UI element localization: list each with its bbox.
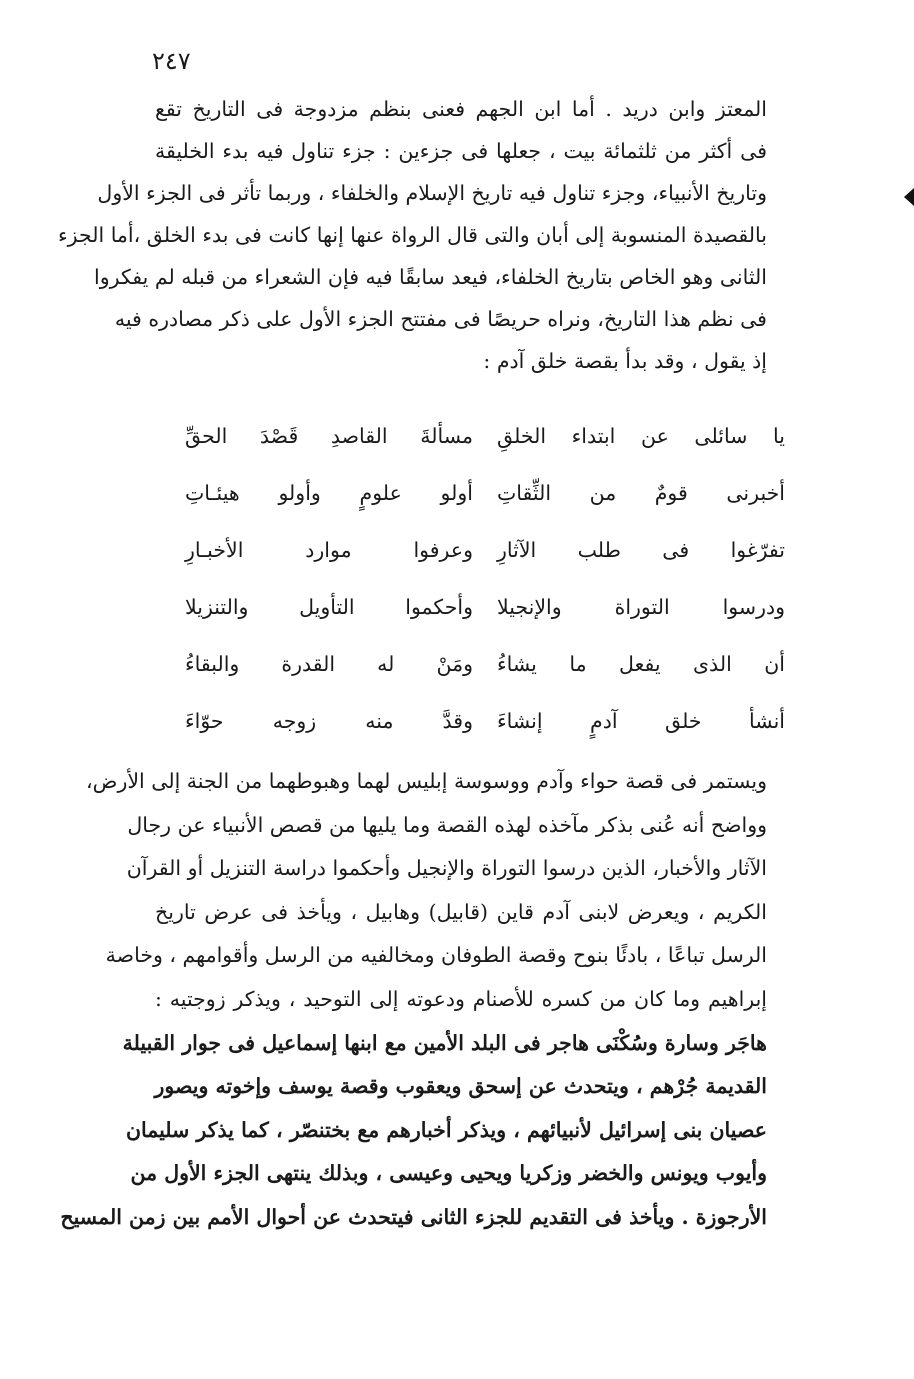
verse-first-hemistich: ودرسوا التوراة والإنجيلا [497, 595, 785, 619]
paragraph-intro [58, 88, 767, 382]
text-line: إذ يقول ، وقد بدأ بقصة خلق آدم : [483, 349, 767, 373]
verse-first-hemistich: أنشأ خلق آدمٍ إنشاءَ [497, 709, 785, 733]
verse [185, 465, 785, 522]
verse [185, 408, 785, 465]
text-line: الآثار والأخبار، الذين درسوا التوراة والإنجيل وأحكموا دراسة التنزيل أو القرآن [126, 856, 767, 881]
verse-second-hemistich: أولو علومٍ وأولو هيئـاتِ [185, 481, 473, 505]
text-line: إبراهيم وما كان من كسره للأصنام ودعوته إلى التوحيد ، ويذكر زوجتيه : [155, 986, 767, 1011]
verse [185, 522, 785, 579]
verse [185, 636, 785, 693]
paragraph-summary [60, 760, 767, 1240]
text-line: الرسل تباعًا ، بادئًا بنوح وقصة الطوفان ومخالفيه من الرسل وأقوامهم ، وخاصة [105, 943, 767, 968]
text-line: بالقصيدة المنسوبة إلى أبان والتى قال الرواة عنها إنها كانت فى بدء الخلق ،أما الجزء [58, 223, 767, 247]
text-line: وواضح أنه عُنى بذكر مآخذه لهذه القصة وما يليها من قصص الأنبياء عن رجال [127, 812, 767, 837]
text-line: هاجَر وسارة وسُكْنَى هاجر فى البلد الأمين مع ابنها إسماعيل فى جوار القبيلة [122, 1030, 767, 1055]
text-line: الثانى وهو الخاص بتاريخ الخلفاء، فيعد سابقًا فيه فإن الشعراء من قبله لم يفكروا [94, 265, 767, 289]
verse [185, 579, 785, 636]
text-line: الكريم ، ويعرض لابنى آدم قاين (قابيل) وهابيل ، ويأخذ فى عرض تاريخ [155, 899, 767, 924]
verse-second-hemistich: مسألةَ القاصدِ قَصْدَ الحقِّ [185, 424, 473, 448]
verse [185, 693, 785, 750]
text-line: ويستمر فى قصة حواء وآدم ووسوسة إبليس لهما وهبوطهما من الجنة إلى الأرض، [86, 769, 767, 793]
text-line: وأيوب ويونس والخضر وزكريا ويحيى وعيسى ، وبذلك ينتهى الجزء الأول من [130, 1161, 767, 1186]
verse-first-hemistich: تفرّغوا فى طلب الآثارِ [497, 538, 785, 562]
text-line: الأرجوزة . ويأخذ فى التقديم للجزء الثانى فيتحدث عن أحوال الأمم بين زمن المسيح [60, 1204, 767, 1229]
page-edge-marker [904, 188, 914, 206]
text-line: القديمة جُرْهم ، ويتحدث عن إسحق ويعقوب وقصة يوسف وإخوته ويصور [154, 1074, 767, 1099]
verse-second-hemistich: وقدَّ منه زوجه حوّاءَ [185, 709, 473, 733]
text-line: فى أكثر من ثلثمائة بيت ، جعلها فى جزءين : جزء تناول فيه بدء الخليقة [155, 139, 767, 163]
poem-verses [185, 408, 785, 750]
verse-first-hemistich: يا سائلى عن ابتداء الخلقِ [497, 424, 785, 448]
text-line: فى نظم هذا التاريخ، ونراه حريصًا فى مفتتح الجزء الأول على ذكر مصادره فيه [114, 307, 767, 331]
verse-first-hemistich: أخبرنى قومٌ من الثِّقاتِ [497, 481, 785, 505]
verse-second-hemistich: ومَنْ له القدرة والبقاءُ [185, 652, 473, 676]
text-line: وتاريخ الأنبياء، وجزء تناول فيه تاريخ الإسلام والخلفاء ، وربما تأثر فى الجزء الأول [97, 181, 767, 205]
verse-first-hemistich: أن الذى يفعل ما يشاءُ [497, 652, 785, 676]
page-number: ٢٤٧ [152, 47, 191, 75]
verse-second-hemistich: وأحكموا التأويل والتنزيلا [185, 595, 473, 619]
verse-second-hemistich: وعرفوا موارد الأخبـارِ [185, 538, 473, 562]
text-line: عصيان بنى إسرائيل لأنبيائهم ، ويذكر أخبارهم مع بختنصّر ، كما يذكر سليمان [125, 1117, 767, 1142]
text-line: المعتز وابن دريد . أما ابن الجهم فعنى بنظم مزدوجة فى التاريخ تقع [155, 97, 767, 121]
